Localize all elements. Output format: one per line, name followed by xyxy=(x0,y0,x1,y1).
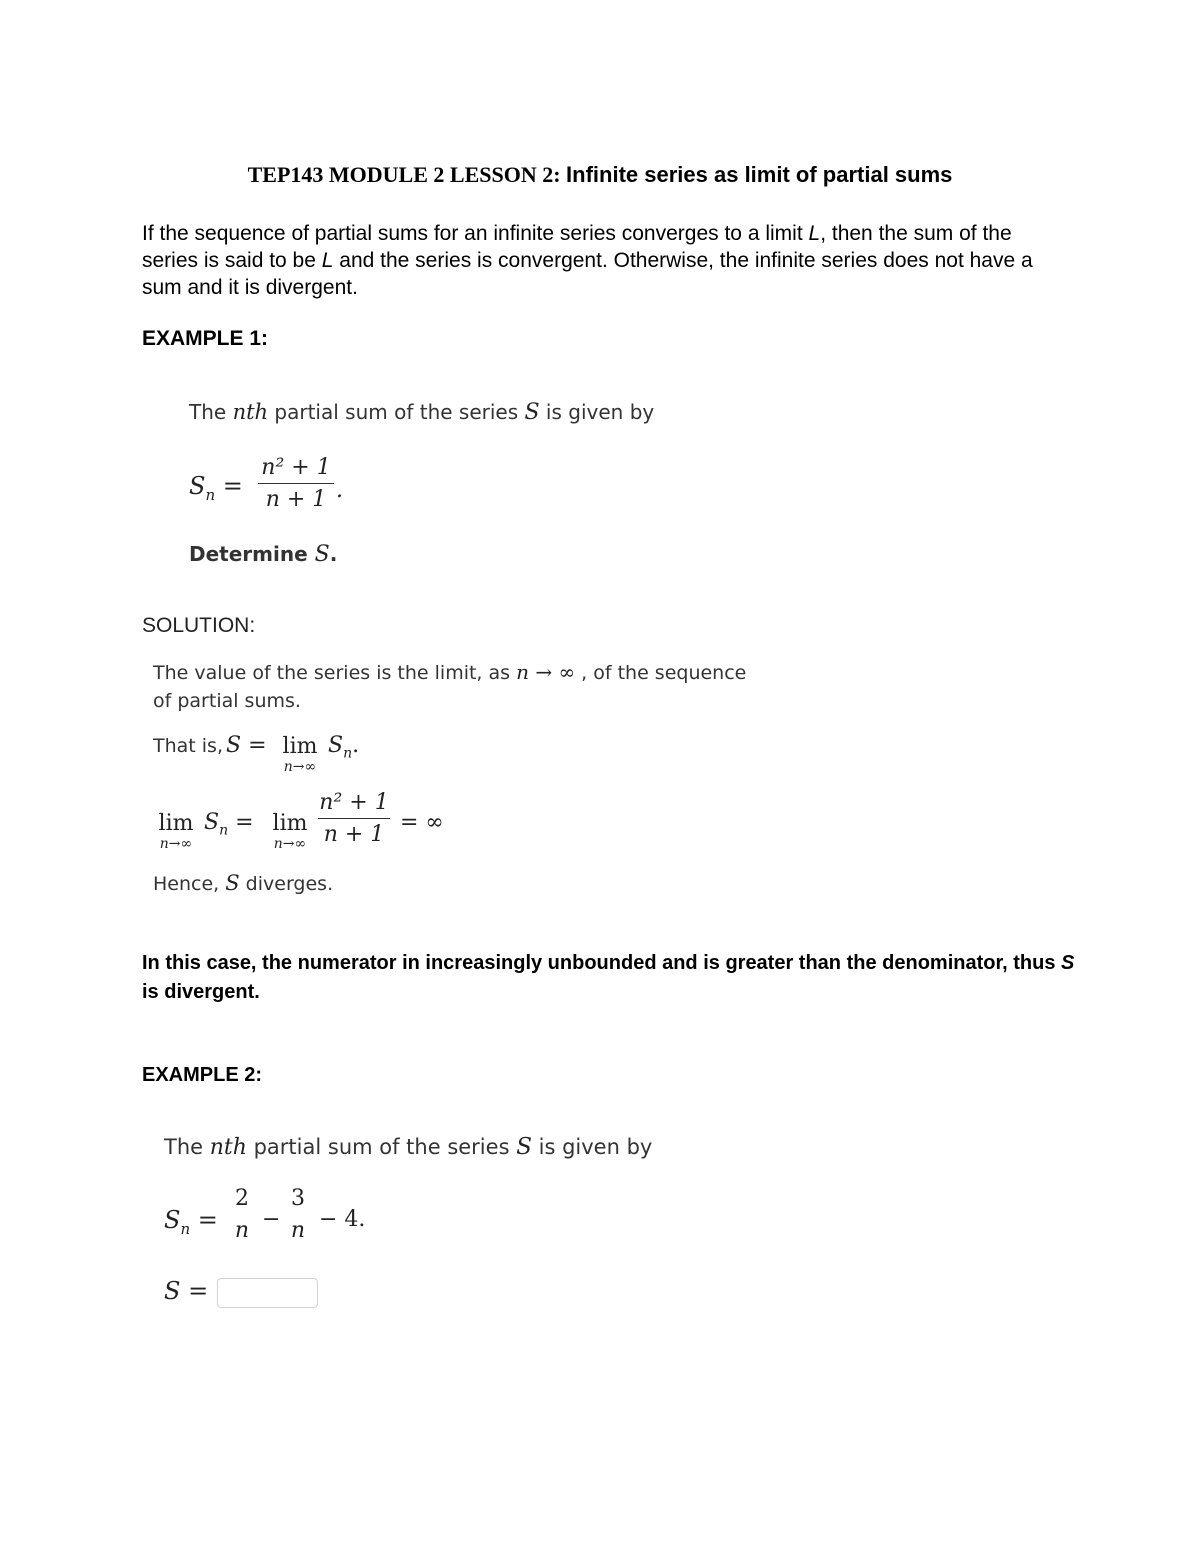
ex2-lhs-eq: = xyxy=(197,1206,218,1234)
intro-text-2: , then the sum of the series is said to be xyxy=(142,222,1012,272)
ex1-stmt-S: S xyxy=(524,400,540,425)
ex1-stmt-pre: The xyxy=(189,400,233,424)
example-1-formula-lhs xyxy=(189,472,243,504)
calc-result: = ∞ xyxy=(400,810,444,835)
ex2-lhs-S: S xyxy=(164,1206,181,1234)
answer-S: S xyxy=(164,1277,181,1305)
ex2-frac1-num: 2 xyxy=(235,1186,249,1211)
fraction-bar xyxy=(286,1214,310,1215)
ex2-frac2-den: n xyxy=(290,1218,306,1243)
calc-limit-2 xyxy=(266,812,314,852)
that-is-Sn xyxy=(328,733,359,761)
example-2-fraction-2 xyxy=(286,1186,310,1243)
solution-line-1 xyxy=(153,660,746,684)
ex2-lhs-sub: n xyxy=(180,1219,191,1238)
hence-post: diverges. xyxy=(239,873,334,895)
thatis-lim: lim xyxy=(282,734,318,759)
thatis-eq: = xyxy=(248,733,267,758)
example-1-statement xyxy=(189,400,654,425)
solution-heading: SOLUTION: xyxy=(142,614,256,637)
calc-eq: = xyxy=(235,810,254,835)
ex2-frac2-num: 3 xyxy=(291,1186,305,1211)
determine-S-var: S xyxy=(314,542,330,567)
note-S: S xyxy=(1061,952,1075,974)
answer-eq: = xyxy=(188,1277,209,1305)
hence-diverges xyxy=(153,871,333,895)
calc-limit-1 xyxy=(152,812,200,852)
calc-lim-2: lim xyxy=(272,811,308,836)
ex1-stmt-mid: partial sum of the series xyxy=(268,400,525,424)
determine-S xyxy=(189,542,337,567)
title-code: TEP143 MODULE 2 LESSON 2: xyxy=(247,162,561,187)
divergence-note xyxy=(142,949,1082,1007)
ex2-stmt-mid: partial sum of the series xyxy=(246,1135,517,1159)
thatis-lim-sub: n→∞ xyxy=(283,759,317,775)
calc-Sn-S: S xyxy=(204,810,220,835)
note-text-1: In this case, the numerator in increasingly unbounded and is greater than the denominator, thus xyxy=(142,952,1062,974)
hence-pre: Hence, xyxy=(153,873,226,895)
ex1-lhs-S: S xyxy=(189,472,206,500)
ex2-stmt-S: S xyxy=(516,1134,532,1160)
calc-Sn-sub: n xyxy=(219,822,229,839)
hence-S: S xyxy=(225,871,240,895)
determine-label: Determine xyxy=(189,542,315,566)
determine-period: . xyxy=(329,542,338,566)
sol-l1-pre: The value of the series is the limit, as xyxy=(153,662,517,684)
thatis-Sn: S xyxy=(328,733,344,758)
example-1-period: . xyxy=(336,478,343,503)
example-2-minus: − xyxy=(262,1207,281,1232)
intro-limit-L: L xyxy=(808,222,821,245)
ex1-stmt-nth: nth xyxy=(232,400,269,424)
that-is-S-eq xyxy=(226,733,267,758)
calc-denominator: n + 1 xyxy=(323,822,385,847)
calc-numerator: n² + 1 xyxy=(319,790,389,815)
fraction-bar xyxy=(258,483,334,484)
solution-line-2: of partial sums. xyxy=(153,690,301,712)
example-2-formula-lhs xyxy=(164,1206,218,1238)
note-text-2: is divergent. xyxy=(142,981,260,1003)
calc-lim-2-sub: n→∞ xyxy=(273,836,307,852)
example-2-tail: − 4. xyxy=(319,1207,366,1232)
ex1-lhs-sub: n xyxy=(205,485,216,504)
ex1-denominator: n + 1 xyxy=(265,487,327,512)
ex2-stmt-pre: The xyxy=(164,1135,210,1159)
thatis-S: S xyxy=(226,733,242,758)
fraction-bar xyxy=(230,1214,254,1215)
ex1-numerator: n² + 1 xyxy=(261,455,331,480)
answer-input[interactable] xyxy=(217,1278,318,1308)
example-2-statement xyxy=(164,1134,652,1160)
ex2-stmt-post: is given by xyxy=(531,1135,653,1159)
fraction-bar xyxy=(318,818,390,819)
title-topic: Infinite series as limit of partial sums xyxy=(566,162,953,187)
example-2-fraction-1 xyxy=(230,1186,254,1243)
sol-l1-math: n → ∞ xyxy=(516,660,576,684)
intro-text-1: If the sequence of partial sums for an infinite series converges to a limit xyxy=(142,222,809,245)
calc-lim-1-sub: n→∞ xyxy=(159,836,193,852)
ex2-stmt-nth: nth xyxy=(209,1135,247,1160)
answer-label xyxy=(164,1277,208,1305)
intro-limit-L-2: L xyxy=(321,249,334,272)
calc-lim-1: lim xyxy=(158,811,194,836)
ex1-lhs-eq: = xyxy=(222,472,243,500)
ex1-stmt-post: is given by xyxy=(539,400,655,424)
intro-paragraph xyxy=(142,220,1062,301)
calc-fraction xyxy=(318,790,390,847)
that-is-limit xyxy=(276,735,324,775)
that-is-label: That is, xyxy=(153,735,223,757)
page-title xyxy=(0,162,1200,188)
ex2-frac1-den: n xyxy=(234,1218,250,1243)
thatis-Sn-sub: n xyxy=(343,745,353,762)
example-2-heading: EXAMPLE 2: xyxy=(142,1064,263,1086)
thatis-period: . xyxy=(352,733,360,758)
example-1-fraction xyxy=(258,455,334,512)
example-1-heading: EXAMPLE 1: xyxy=(142,327,269,350)
intro-text-3: and the series is convergent. Otherwise, the infinite series does not have a sum and it is divergent. xyxy=(142,249,1033,299)
sol-l1-post: , of the sequence xyxy=(575,662,747,684)
calc-Sn xyxy=(204,810,254,838)
